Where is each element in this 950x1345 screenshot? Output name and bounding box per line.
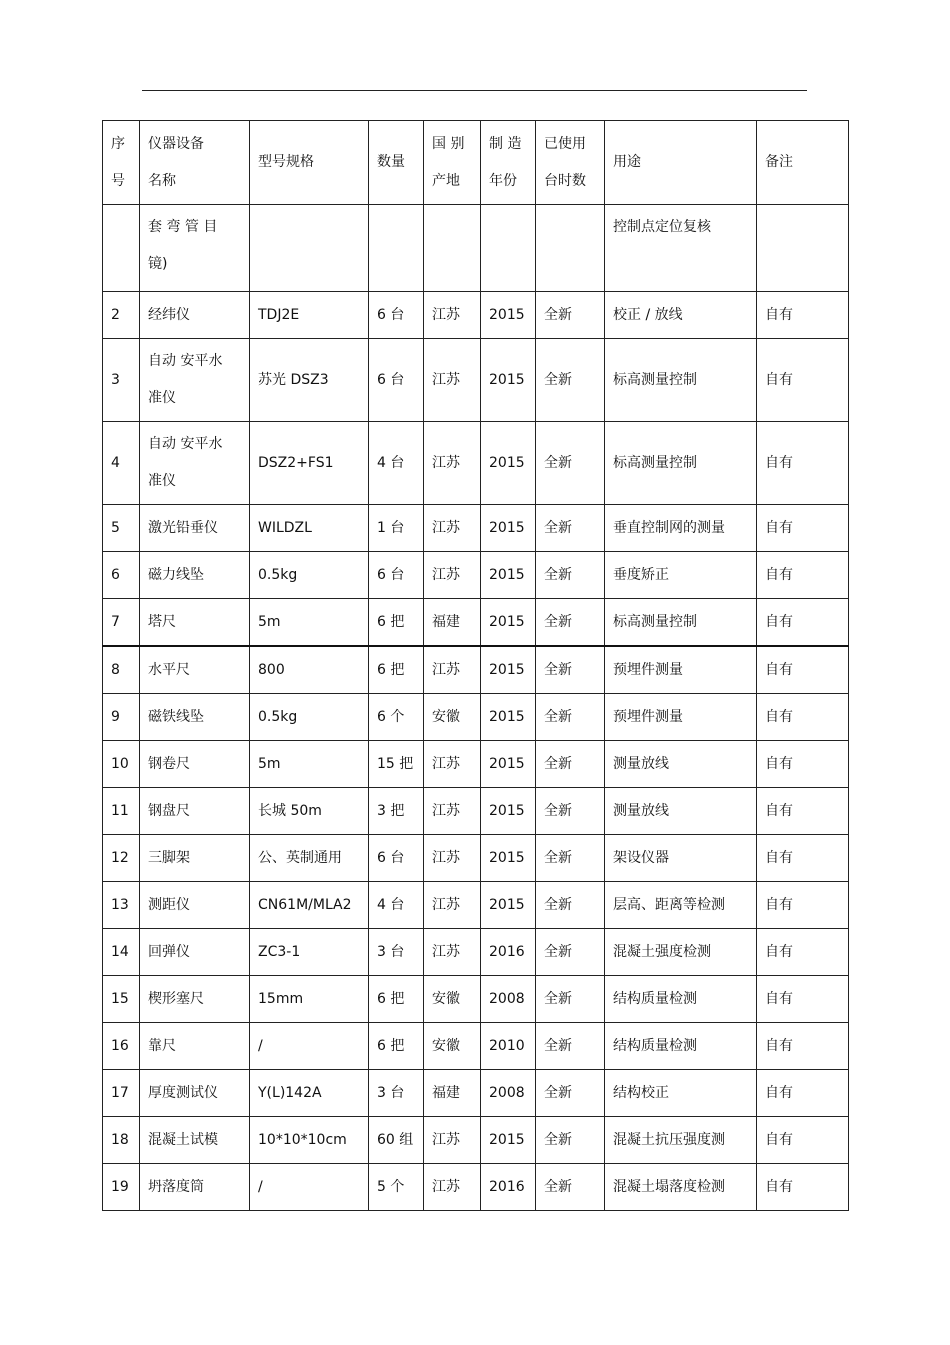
cell-remark: 自有	[757, 339, 849, 422]
cell-year: 2015	[481, 422, 536, 505]
cell-no: 11	[103, 788, 140, 835]
cell-used: 全新	[536, 741, 605, 788]
cell-name: 厚度测试仪	[140, 1070, 250, 1117]
cell-model: 公、英制通用	[250, 835, 369, 882]
cell-model: 苏光 DSZ3	[250, 339, 369, 422]
cell-purpose: 控制点定位复核	[605, 205, 757, 292]
cell-model: 800	[250, 646, 369, 694]
cell-model: DSZ2+FS1	[250, 422, 369, 505]
cell-year: 2015	[481, 694, 536, 741]
cell-used: 全新	[536, 976, 605, 1023]
cell-purpose: 架设仪器	[605, 835, 757, 882]
cell-used: 全新	[536, 929, 605, 976]
cell-year	[481, 205, 536, 292]
cell-origin: 福建	[424, 1070, 481, 1117]
cell-purpose: 预埋件测量	[605, 646, 757, 694]
cell-year: 2015	[481, 741, 536, 788]
cell-qty: 15 把	[369, 741, 424, 788]
cell-name: 水平尺	[140, 646, 250, 694]
cell-name: 经纬仪	[140, 292, 250, 339]
cell-qty: 6 台	[369, 835, 424, 882]
cell-qty: 6 台	[369, 292, 424, 339]
cell-no: 10	[103, 741, 140, 788]
table-row	[103, 788, 849, 835]
cell-year: 2015	[481, 1117, 536, 1164]
table-row	[103, 552, 849, 599]
cell-name: 坍落度筒	[140, 1164, 250, 1211]
cell-purpose: 标高测量控制	[605, 422, 757, 505]
cell-remark: 自有	[757, 292, 849, 339]
cell-model: 5m	[250, 741, 369, 788]
cell-purpose: 结构校正	[605, 1070, 757, 1117]
cell-remark: 自有	[757, 1070, 849, 1117]
cell-name: 钢盘尺	[140, 788, 250, 835]
cell-purpose: 垂度矫正	[605, 552, 757, 599]
cell-year: 2008	[481, 976, 536, 1023]
header-rule	[142, 90, 807, 91]
table-row	[103, 1070, 849, 1117]
header-model: 型号规格	[250, 121, 369, 205]
cell-purpose: 测量放线	[605, 741, 757, 788]
cell-name: 磁力线坠	[140, 552, 250, 599]
cell-origin: 安徽	[424, 976, 481, 1023]
cell-no: 2	[103, 292, 140, 339]
cell-name: 混凝土试模	[140, 1117, 250, 1164]
cell-remark: 自有	[757, 1164, 849, 1211]
cell-qty: 6 台	[369, 552, 424, 599]
cell-remark: 自有	[757, 1023, 849, 1070]
cell-qty: 6 把	[369, 599, 424, 647]
cell-purpose: 结构质量检测	[605, 1023, 757, 1070]
cell-year: 2015	[481, 835, 536, 882]
header-year: 制 造 年份	[481, 121, 536, 205]
cell-no: 16	[103, 1023, 140, 1070]
cell-qty: 6 把	[369, 1023, 424, 1070]
table-header-row	[103, 121, 849, 205]
cell-origin: 江苏	[424, 552, 481, 599]
cell-year: 2010	[481, 1023, 536, 1070]
cell-model: 0.5kg	[250, 552, 369, 599]
cell-model	[250, 205, 369, 292]
cell-name: 钢卷尺	[140, 741, 250, 788]
cell-name: 激光铅垂仪	[140, 505, 250, 552]
cell-remark: 自有	[757, 741, 849, 788]
cell-origin: 江苏	[424, 646, 481, 694]
header-no: 序 号	[103, 121, 140, 205]
cell-year: 2015	[481, 599, 536, 647]
table-row	[103, 292, 849, 339]
cell-purpose: 混凝土塌落度检测	[605, 1164, 757, 1211]
cell-qty: 3 把	[369, 788, 424, 835]
table-row	[103, 976, 849, 1023]
cell-qty: 5 个	[369, 1164, 424, 1211]
cell-year: 2015	[481, 339, 536, 422]
cell-year: 2016	[481, 1164, 536, 1211]
cell-origin: 安徽	[424, 694, 481, 741]
cell-remark: 自有	[757, 599, 849, 647]
cell-origin: 江苏	[424, 422, 481, 505]
table-row	[103, 882, 849, 929]
continuation-row	[103, 205, 849, 292]
cell-origin: 江苏	[424, 1164, 481, 1211]
cell-remark: 自有	[757, 422, 849, 505]
table-row	[103, 1117, 849, 1164]
cell-year: 2016	[481, 929, 536, 976]
cell-used: 全新	[536, 1070, 605, 1117]
cell-model: CN61M/MLA2	[250, 882, 369, 929]
cell-no: 14	[103, 929, 140, 976]
cell-remark: 自有	[757, 646, 849, 694]
cell-remark: 自有	[757, 694, 849, 741]
cell-purpose: 标高测量控制	[605, 599, 757, 647]
cell-used: 全新	[536, 505, 605, 552]
cell-origin: 江苏	[424, 835, 481, 882]
cell-model: 0.5kg	[250, 694, 369, 741]
cell-used: 全新	[536, 646, 605, 694]
cell-year: 2015	[481, 505, 536, 552]
cell-origin: 江苏	[424, 788, 481, 835]
cell-remark: 自有	[757, 835, 849, 882]
cell-qty: 1 台	[369, 505, 424, 552]
table-row	[103, 835, 849, 882]
cell-remark: 自有	[757, 882, 849, 929]
cell-no: 6	[103, 552, 140, 599]
table-row	[103, 599, 849, 647]
cell-used: 全新	[536, 599, 605, 647]
cell-used: 全新	[536, 882, 605, 929]
cell-remark: 自有	[757, 788, 849, 835]
header-used: 已使用 台时数	[536, 121, 605, 205]
cell-origin: 江苏	[424, 292, 481, 339]
equipment-table	[102, 120, 849, 1211]
cell-purpose: 混凝土强度检测	[605, 929, 757, 976]
cell-year: 2015	[481, 788, 536, 835]
cell-qty: 4 台	[369, 882, 424, 929]
cell-name: 测距仪	[140, 882, 250, 929]
cell-model: ZC3-1	[250, 929, 369, 976]
cell-year: 2008	[481, 1070, 536, 1117]
cell-qty: 60 组	[369, 1117, 424, 1164]
cell-qty: 6 台	[369, 339, 424, 422]
cell-used: 全新	[536, 422, 605, 505]
cell-remark	[757, 205, 849, 292]
cell-purpose: 结构质量检测	[605, 976, 757, 1023]
cell-no: 3	[103, 339, 140, 422]
cell-remark: 自有	[757, 505, 849, 552]
cell-used: 全新	[536, 339, 605, 422]
cell-remark: 自有	[757, 929, 849, 976]
cell-used: 全新	[536, 1117, 605, 1164]
cell-origin: 江苏	[424, 1117, 481, 1164]
cell-used: 全新	[536, 292, 605, 339]
cell-no: 17	[103, 1070, 140, 1117]
cell-name: 回弹仪	[140, 929, 250, 976]
cell-model: 长城 50m	[250, 788, 369, 835]
cell-origin: 安徽	[424, 1023, 481, 1070]
table-row	[103, 505, 849, 552]
cell-no: 13	[103, 882, 140, 929]
cell-purpose: 层高、距离等检测	[605, 882, 757, 929]
cell-no: 18	[103, 1117, 140, 1164]
table-row	[103, 741, 849, 788]
table-row	[103, 1023, 849, 1070]
cell-no: 19	[103, 1164, 140, 1211]
header-name: 仪器设备 名称	[140, 121, 250, 205]
cell-qty: 3 台	[369, 929, 424, 976]
cell-remark: 自有	[757, 976, 849, 1023]
cell-name: 靠尺	[140, 1023, 250, 1070]
table-row	[103, 646, 849, 694]
cell-no: 4	[103, 422, 140, 505]
cell-origin: 江苏	[424, 741, 481, 788]
cell-qty: 4 台	[369, 422, 424, 505]
cell-no: 15	[103, 976, 140, 1023]
cell-model: 15mm	[250, 976, 369, 1023]
cell-name: 自动 安平水 准仪	[140, 422, 250, 505]
cell-name: 塔尺	[140, 599, 250, 647]
cell-name: 磁铁线坠	[140, 694, 250, 741]
cell-purpose: 垂直控制网的测量	[605, 505, 757, 552]
cell-name: 自动 安平水 准仪	[140, 339, 250, 422]
cell-used: 全新	[536, 835, 605, 882]
cell-year: 2015	[481, 292, 536, 339]
table-row	[103, 339, 849, 422]
header-remark: 备注	[757, 121, 849, 205]
cell-name: 套 弯 管 目 镜)	[140, 205, 250, 292]
cell-purpose: 标高测量控制	[605, 339, 757, 422]
header-origin: 国 别 产地	[424, 121, 481, 205]
cell-qty: 3 台	[369, 1070, 424, 1117]
cell-no: 9	[103, 694, 140, 741]
cell-used: 全新	[536, 788, 605, 835]
cell-qty: 6 把	[369, 976, 424, 1023]
cell-qty	[369, 205, 424, 292]
cell-no: 7	[103, 599, 140, 647]
cell-no	[103, 205, 140, 292]
cell-origin: 江苏	[424, 505, 481, 552]
cell-year: 2015	[481, 552, 536, 599]
cell-qty: 6 把	[369, 646, 424, 694]
cell-origin	[424, 205, 481, 292]
cell-purpose: 混凝土抗压强度测	[605, 1117, 757, 1164]
table-row	[103, 929, 849, 976]
table-row	[103, 1164, 849, 1211]
cell-origin: 江苏	[424, 929, 481, 976]
cell-origin: 福建	[424, 599, 481, 647]
cell-no: 12	[103, 835, 140, 882]
cell-model: 10*10*10cm	[250, 1117, 369, 1164]
cell-year: 2015	[481, 882, 536, 929]
cell-remark: 自有	[757, 552, 849, 599]
cell-purpose: 测量放线	[605, 788, 757, 835]
cell-model: /	[250, 1164, 369, 1211]
cell-name: 三脚架	[140, 835, 250, 882]
cell-qty: 6 个	[369, 694, 424, 741]
header-qty: 数量	[369, 121, 424, 205]
table-row	[103, 422, 849, 505]
cell-model: TDJ2E	[250, 292, 369, 339]
cell-used: 全新	[536, 1164, 605, 1211]
cell-origin: 江苏	[424, 882, 481, 929]
cell-origin: 江苏	[424, 339, 481, 422]
cell-purpose: 预埋件测量	[605, 694, 757, 741]
cell-model: 5m	[250, 599, 369, 647]
cell-year: 2015	[481, 646, 536, 694]
cell-purpose: 校正 / 放线	[605, 292, 757, 339]
table-row	[103, 694, 849, 741]
cell-remark: 自有	[757, 1117, 849, 1164]
cell-used: 全新	[536, 694, 605, 741]
cell-used: 全新	[536, 1023, 605, 1070]
cell-model: WILDZL	[250, 505, 369, 552]
cell-used: 全新	[536, 552, 605, 599]
cell-used	[536, 205, 605, 292]
header-purpose: 用途	[605, 121, 757, 205]
cell-no: 8	[103, 646, 140, 694]
cell-no: 5	[103, 505, 140, 552]
cell-name: 楔形塞尺	[140, 976, 250, 1023]
cell-model: Y(L)142A	[250, 1070, 369, 1117]
cell-model: /	[250, 1023, 369, 1070]
